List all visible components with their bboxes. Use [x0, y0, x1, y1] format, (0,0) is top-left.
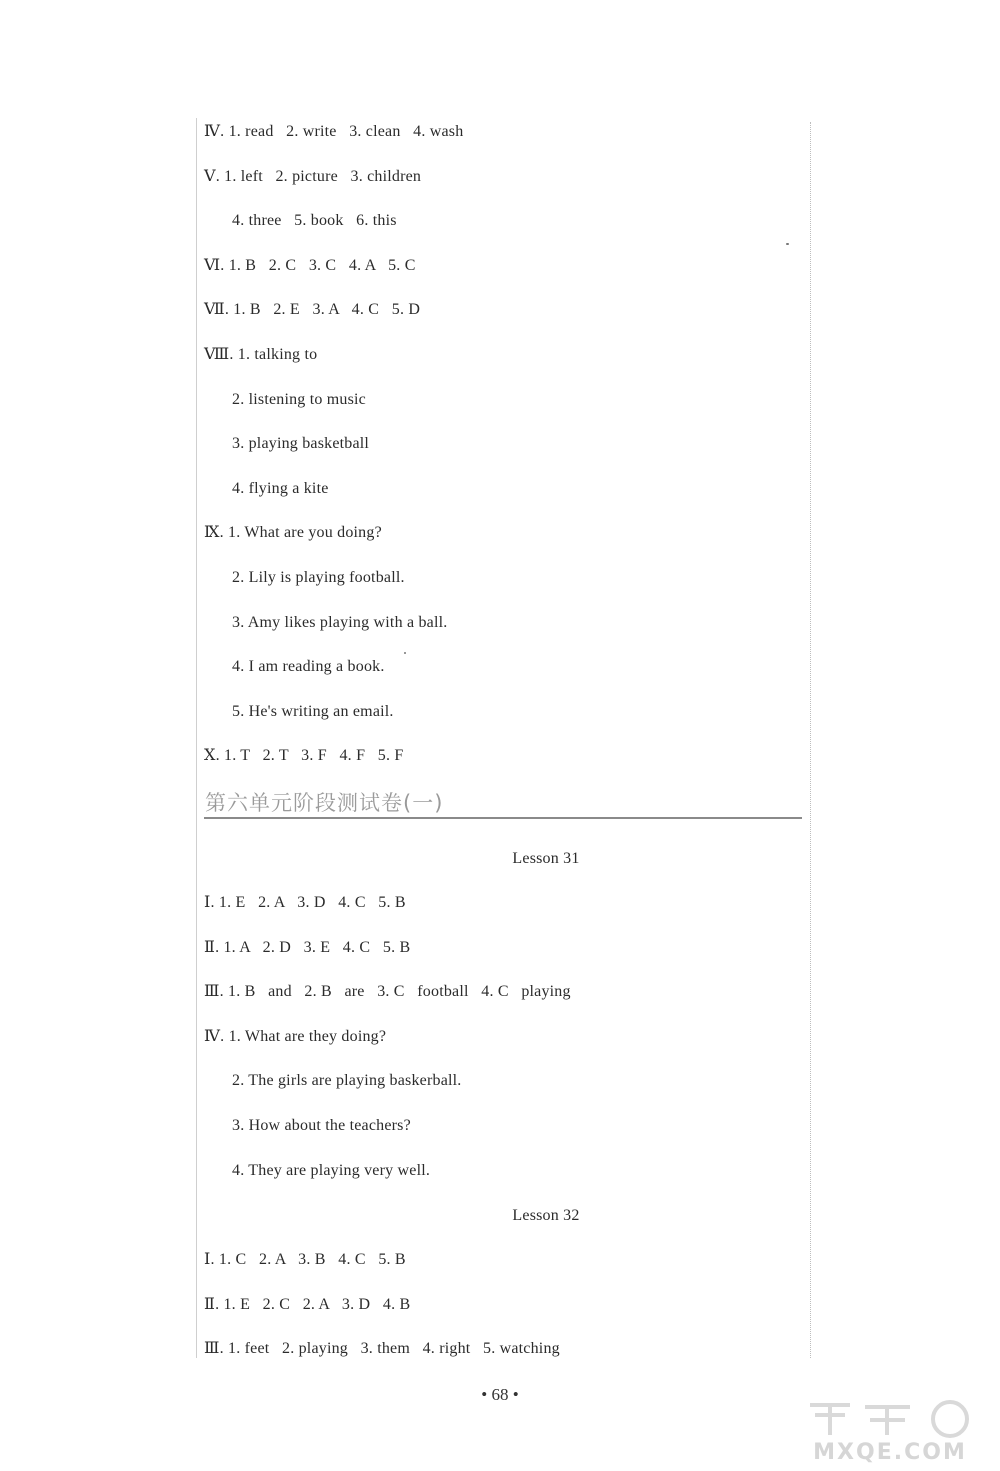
- lesson-32-heading: Lesson 32: [512, 1207, 580, 1224]
- answer-subline: 4. flying a kite: [232, 480, 329, 497]
- answer-subline: 3. How about the teachers?: [232, 1117, 411, 1134]
- scan-speck: [786, 243, 789, 245]
- section-title-underline: [204, 817, 802, 819]
- answer-line: Ⅴ. 1. left 2. picture 3. children: [204, 168, 422, 185]
- watermark-glyph: [933, 1402, 967, 1436]
- answer-line: Ⅱ. 1. E 2. C 2. A 3. D 4. B: [204, 1296, 411, 1313]
- watermark-text: MXQE.COM: [813, 1440, 967, 1465]
- answer-subline: 2. The girls are playing baskerball.: [232, 1072, 462, 1089]
- answer-line: Ⅸ. 1. What are you doing?: [204, 524, 382, 541]
- answer-line: Ⅳ. 1. read 2. write 3. clean 4. wash: [204, 123, 464, 140]
- answer-subline: 4. three 5. book 6. this: [232, 212, 397, 229]
- answer-subline: 3. playing basketball: [232, 435, 370, 452]
- answer-subline: 4. They are playing very well.: [232, 1162, 431, 1179]
- answer-line: Ⅰ. 1. E 2. A 3. D 4. C 5. B: [204, 894, 406, 911]
- answer-line: Ⅰ. 1. C 2. A 3. B 4. C 5. B: [204, 1251, 406, 1268]
- section-title: 第六单元阶段测试卷(一): [205, 791, 444, 815]
- watermark-logo: [790, 1395, 990, 1465]
- answer-line: Ⅶ. 1. B 2. E 3. A 4. C 5. D: [204, 301, 421, 318]
- answer-line: Ⅹ. 1. T 2. T 3. F 4. F 5. F: [204, 747, 404, 764]
- lesson-31-heading: Lesson 31: [512, 850, 580, 867]
- answer-subline: 3. Amy likes playing with a ball.: [232, 614, 448, 631]
- answer-line: Ⅷ. 1. talking to: [204, 346, 318, 363]
- answer-line: Ⅱ. 1. A 2. D 3. E 4. C 5. B: [204, 939, 411, 956]
- answer-subline: 2. listening to music: [232, 391, 366, 408]
- answer-subline: 4. I am reading a book.: [232, 658, 385, 675]
- answer-subline: 5. He's writing an email.: [232, 703, 394, 720]
- watermark-glyph: [810, 1405, 850, 1435]
- page-number: • 68 •: [481, 1385, 519, 1404]
- watermark-glyph: [865, 1407, 910, 1435]
- right-margin-rule: [810, 122, 811, 1358]
- scan-speck: [404, 652, 406, 654]
- left-margin-rule: [196, 118, 197, 1358]
- answer-line: Ⅲ. 1. feet 2. playing 3. them 4. right 5. watching: [204, 1340, 560, 1357]
- answer-line: Ⅵ. 1. B 2. C 3. C 4. A 5. C: [204, 257, 416, 274]
- answer-line: Ⅳ. 1. What are they doing?: [204, 1028, 387, 1045]
- answer-line: Ⅲ. 1. B and 2. B are 3. C football 4. C playing: [204, 983, 571, 1000]
- answer-subline: 2. Lily is playing football.: [232, 569, 405, 586]
